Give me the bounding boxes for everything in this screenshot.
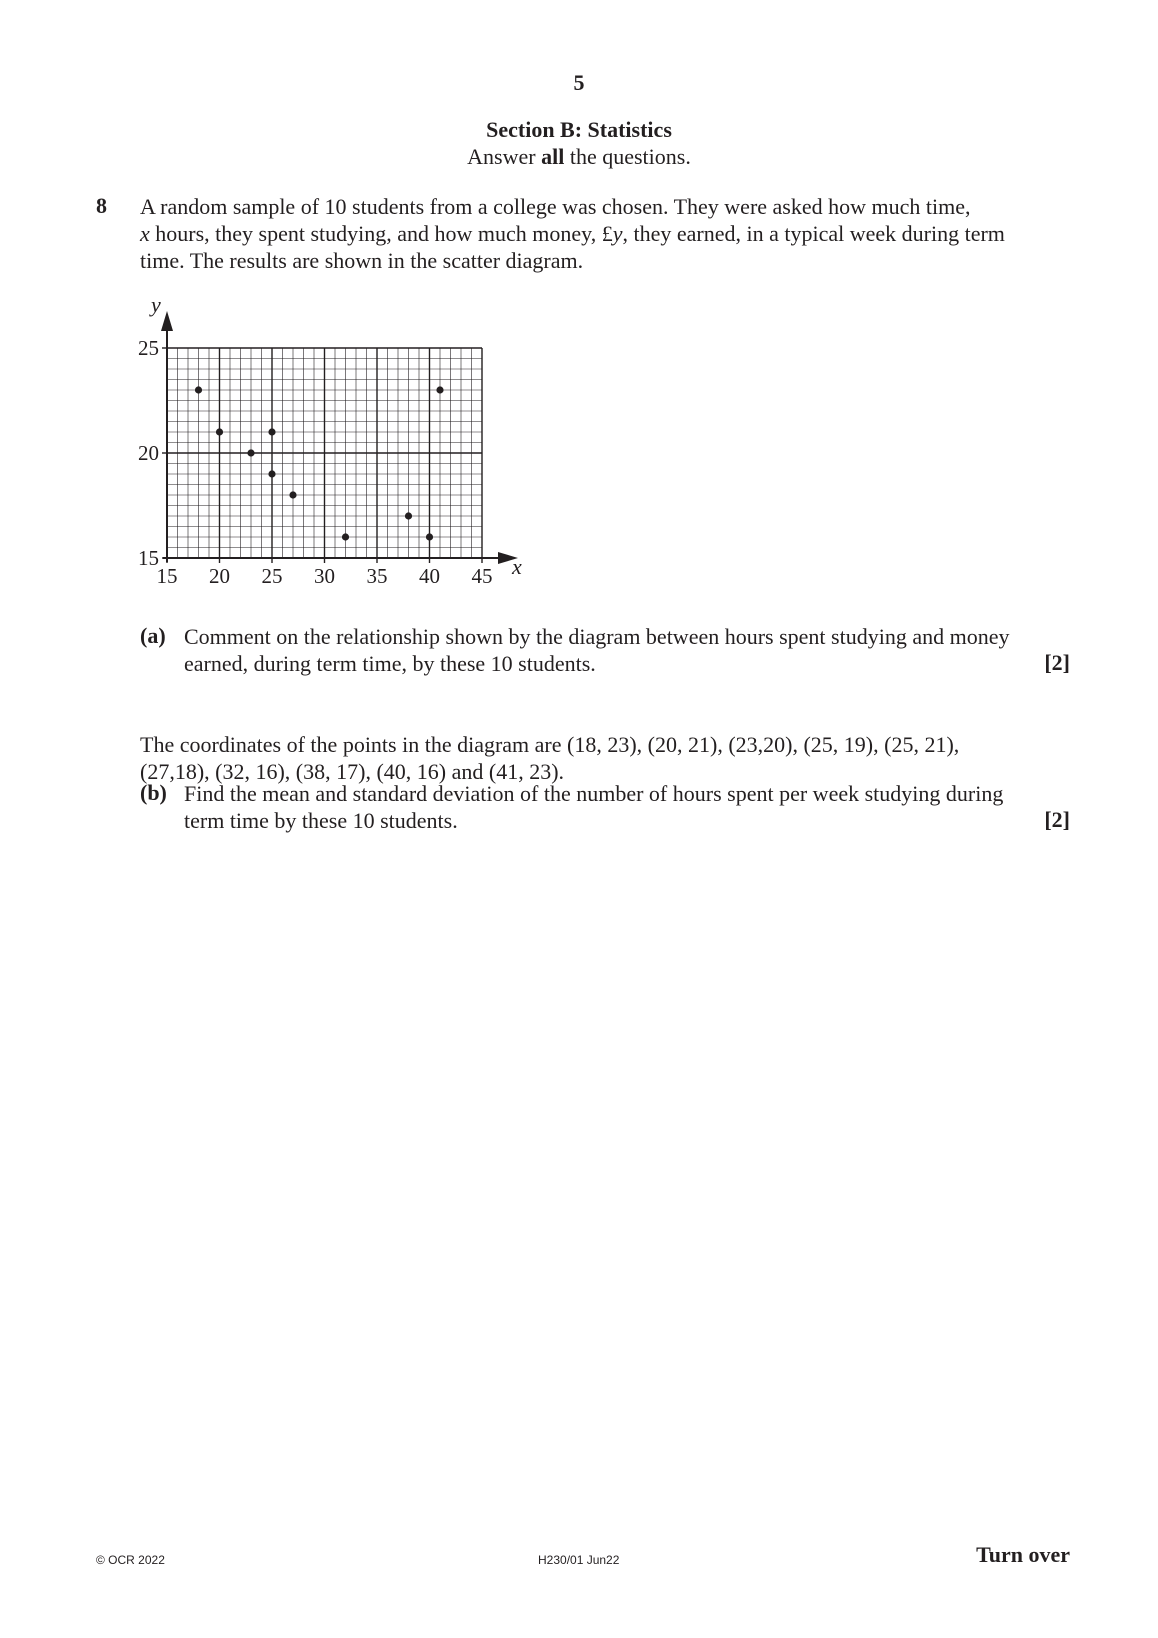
part-a-marks: [2] — [1044, 650, 1070, 675]
stem-line-2-mid: hours, they spent studying, and how much money, £ — [149, 221, 613, 246]
y-tick-label: 25 — [138, 336, 159, 360]
x-tick-label: 20 — [209, 564, 230, 588]
y-axis-arrow-icon — [161, 311, 173, 331]
footer-turn-over: Turn over — [976, 1542, 1070, 1567]
grid-layer — [167, 348, 482, 558]
variable-x: x — [140, 221, 150, 246]
stem-line-1: A random sample of 10 students from a college was chosen. They were asked how much time, — [140, 194, 971, 219]
coords-line-2: (27,18), (32, 16), (38, 17), (40, 16) and (41, 23). — [140, 759, 565, 784]
x-tick-label: 25 — [261, 564, 283, 588]
instruction-text-after: the questions. — [564, 144, 691, 169]
question-number: 8 — [96, 193, 107, 218]
scatter-point — [342, 533, 349, 540]
x-axis-label: x — [512, 554, 522, 579]
x-tick-label: 30 — [314, 564, 335, 588]
coords-line-1: The coordinates of the points in the diagram are (18, 23), (20, 21), (23,20), (25, 19), (25, 21), — [140, 732, 960, 757]
scatter-point — [405, 512, 412, 519]
instruction-bold-word: all — [541, 144, 565, 169]
instruction-text-before: Answer — [467, 144, 542, 169]
stem-line-3: time. The results are shown in the scatter diagram. — [140, 248, 584, 273]
part-b-text — [184, 780, 1046, 834]
question-stem — [140, 193, 1070, 274]
footer-paper-code: H230/01 Jun22 — [538, 1553, 620, 1567]
axes-layer — [161, 311, 518, 564]
part-b-line-2: term time by these 10 students. — [184, 808, 458, 833]
part-a-text — [184, 623, 1046, 677]
page-number: 5 — [573, 70, 585, 95]
scatter-point — [436, 386, 443, 393]
y-tick-label: 20 — [138, 441, 159, 465]
scatter-point — [216, 428, 223, 435]
part-a-line-2: earned, during term time, by these 10 students. — [184, 651, 596, 676]
scatter-point — [289, 491, 296, 498]
y-tick-label: 15 — [138, 546, 159, 570]
x-tick-label: 45 — [471, 564, 493, 588]
y-axis-label: y — [151, 295, 161, 317]
coordinates-statement — [140, 731, 1070, 785]
part-a-line-1: Comment on the relationship shown by the diagram between hours spent studying and money — [184, 624, 1010, 649]
part-b-marks: [2] — [1044, 807, 1070, 832]
scatter-point — [426, 533, 433, 540]
stem-line-2 — [140, 220, 1070, 247]
scatter-point — [195, 386, 202, 393]
part-a-label: (a) — [140, 623, 166, 648]
tick-labels — [138, 336, 493, 588]
scatter-point — [268, 470, 275, 477]
scatter-point — [268, 428, 275, 435]
variable-y: y — [612, 221, 623, 246]
footer-copyright: © OCR 2022 — [96, 1553, 165, 1567]
x-tick-label: 15 — [156, 564, 178, 588]
section-title: Section B: Statistics — [486, 117, 672, 142]
stem-line-2-end: , they earned, in a typical week during term — [622, 221, 1005, 246]
x-tick-label: 40 — [419, 564, 440, 588]
scatter-diagram — [120, 295, 540, 605]
x-tick-label: 35 — [366, 564, 388, 588]
part-b-label: (b) — [140, 780, 167, 805]
section-instruction — [0, 144, 1158, 170]
part-b-line-1: Find the mean and standard deviation of the number of hours spent per week studying during — [184, 781, 1004, 806]
scatter-point — [247, 449, 254, 456]
